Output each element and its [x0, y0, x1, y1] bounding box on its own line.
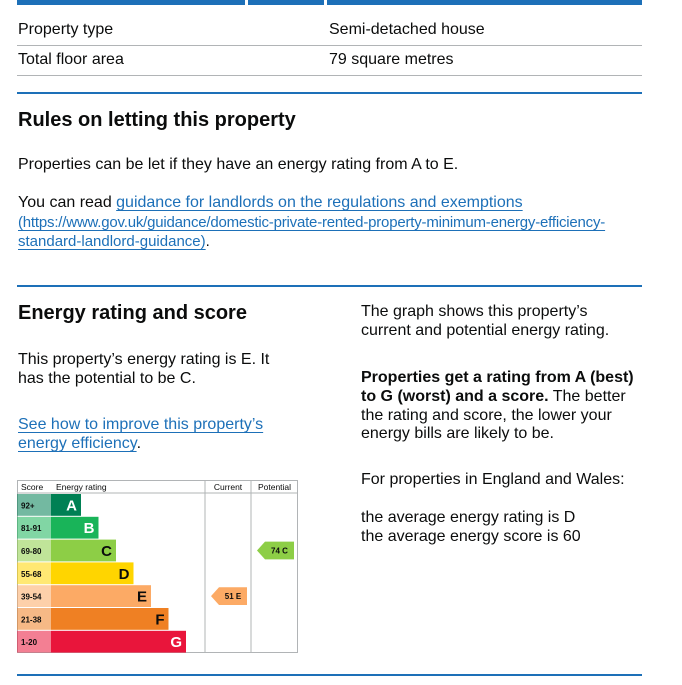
average-rating-text: the average energy rating is D [361, 509, 576, 526]
rating-letter-e: E [136, 588, 147, 606]
landlord-guidance-url[interactable]: (https://www.gov.uk/guidance/domestic-private-rented-property-minimum-energy-efficiency- [18, 214, 606, 231]
energy-summary-line2: has the potential to be C. [18, 370, 196, 387]
property-type-label: Property type [18, 21, 114, 38]
score-label-c: 69-80 [21, 547, 42, 556]
landlord-guidance-url-line2: standard-landlord-guidance). [18, 233, 210, 250]
chart-header-score: Score [21, 482, 44, 492]
improve-efficiency-link[interactable]: See how to improve this property’s [18, 416, 264, 433]
rating-letter-d: D [118, 565, 130, 583]
chart-header-rating: Energy rating [56, 482, 107, 492]
score-label-b: 81-91 [21, 524, 42, 534]
rating-bar-g [51, 631, 186, 653]
rating-explain-line2: to G (worst) and a score. The better [361, 388, 626, 405]
potential-rating-label: 74 C [271, 546, 288, 556]
improve-efficiency-link-line2: energy efficiency. [18, 435, 142, 452]
score-label-e: 39-54 [21, 592, 42, 602]
score-label-f: 21-38 [21, 615, 42, 625]
letting-guidance-text: You can read guidance for landlords on the regulations and exemptions [18, 194, 523, 211]
chart-header-current: Current [213, 482, 243, 492]
score-label-d: 55-68 [21, 569, 42, 579]
england-wales-text: For properties in England and Wales: [361, 471, 625, 488]
property-type-value: Semi-detached house [329, 21, 485, 38]
section-divider [17, 92, 642, 94]
table-row-divider [17, 45, 642, 46]
section-divider [17, 285, 642, 287]
rating-explain-bold-1: Properties get a rating from A (best) [361, 369, 634, 386]
rating-explain-line4: energy bills are likely to be. [361, 425, 554, 442]
table-row-divider [17, 75, 642, 76]
table-top-bar [17, 0, 642, 5]
landlord-guidance-url-end[interactable]: standard-landlord-guidance) [18, 233, 206, 250]
improve-efficiency-link-end[interactable]: energy efficiency [18, 435, 137, 452]
rating-explain-line3: the rating and score, the lower your [361, 407, 612, 424]
letting-heading: Rules on letting this property [18, 109, 296, 131]
section-divider [17, 674, 642, 676]
rating-letter-a: A [66, 497, 77, 515]
rating-letter-b: B [83, 520, 95, 538]
energy-summary-line1: This property’s energy rating is E. It [18, 351, 270, 368]
rating-letter-c: C [101, 543, 112, 560]
rating-letter-f: F [155, 611, 165, 629]
rating-bar-f [51, 608, 169, 630]
floor-area-value: 79 square metres [329, 51, 454, 68]
chart-header-potential: Potential [257, 482, 292, 492]
score-label-g: 1-20 [21, 638, 38, 648]
average-score-text: the average energy score is 60 [361, 528, 581, 545]
letting-rule-text: Properties can be let if they have an energy rating from A to E. [18, 156, 459, 173]
current-rating-label: 51 E [224, 592, 242, 602]
energy-heading: Energy rating and score [18, 302, 247, 324]
rating-letter-g: G [170, 634, 182, 652]
graph-explain-line1: The graph shows this property’s [361, 303, 588, 320]
landlord-guidance-link[interactable]: guidance for landlords on the regulations and exemptions [116, 194, 523, 211]
graph-explain-line2: current and potential energy rating. [361, 322, 610, 339]
floor-area-label: Total floor area [18, 51, 124, 68]
energy-rating-chart [17, 480, 298, 653]
score-label-a: 92+ [21, 501, 35, 511]
